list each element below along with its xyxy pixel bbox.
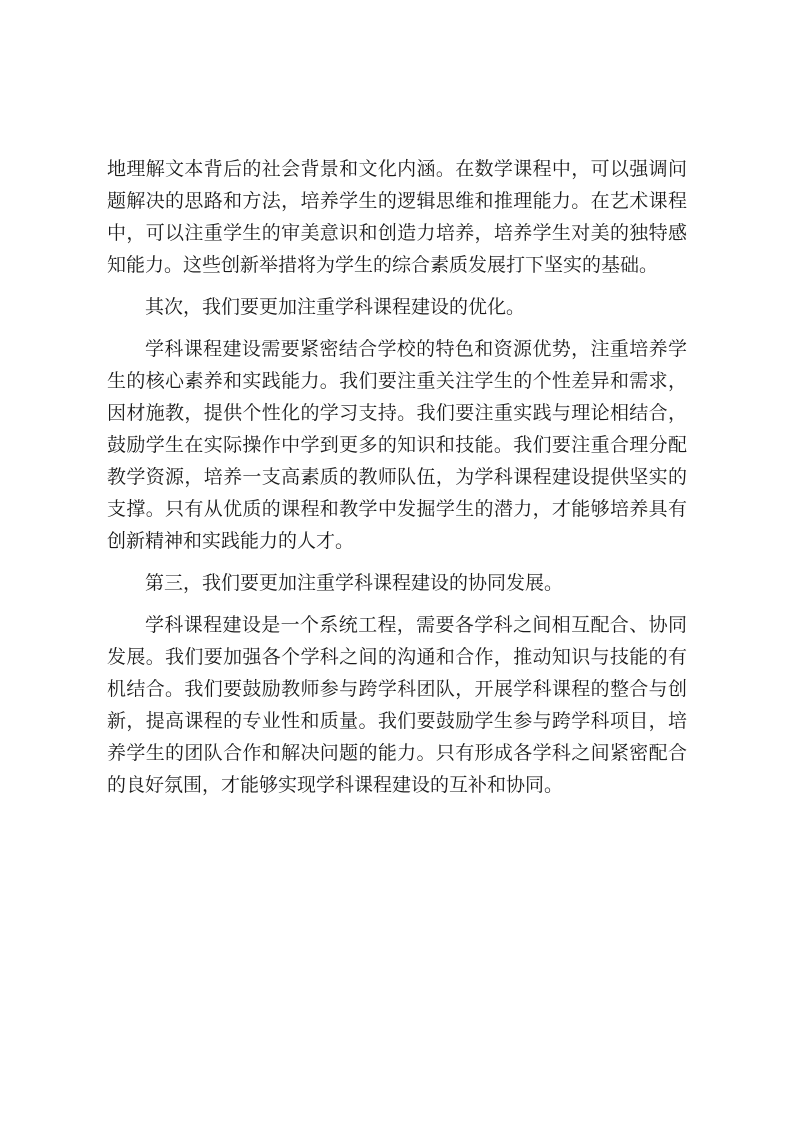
paragraph-heading-third: 第三，我们要更加注重学科课程建设的协同发展。 bbox=[145, 572, 564, 594]
document-body bbox=[107, 153, 687, 811]
paragraph-heading-second: 其次，我们要更加注重学科课程建设的优化。 bbox=[145, 296, 526, 318]
paragraph-optimization: 学科课程建设需要紧密结合学校的特色和资源优势，注重培养学生的核心素养和实践能力。我们要注重关注学生的个性差异和需求，因材施教，提供个性化的学习支持。我们要注重实践与理论相结合，鼓励学生在实际操作中学到更多的知识和技能。我们要注重合理分配教学资源，培养一支高素质的教师队伍，为学科课程建设提供坚实的支撑。只有从优质的课程和教学中发掘学生的潜力，才能够培养具有创新精神和实践能力的人才。 bbox=[107, 338, 687, 552]
paragraph-collaboration: 学科课程建设是一个系统工程，需要各学科之间相互配合、协同发展。我们要加强各个学科之间的沟通和合作，推动知识与技能的有机结合。我们要鼓励教师参与跨学科团队，开展学科课程的整合与创新，提高课程的专业性和质量。我们要鼓励学生参与跨学科项目，培养学生的团队合作和解决问题的能力。只有形成各学科之间紧密配合的良好氛围，才能够实现学科课程建设的互补和协同。 bbox=[107, 614, 687, 796]
paragraph-continued: 地理解文本背后的社会背景和文化内涵。在数学课程中，可以强调问题解决的思路和方法，培养学生的逻辑思维和推理能力。在艺术课程中，可以注重学生的审美意识和创造力培养，培养学生对美的独特感知能力。这些创新举措将为学生的综合素质发展打下坚实的基础。 bbox=[107, 158, 687, 276]
